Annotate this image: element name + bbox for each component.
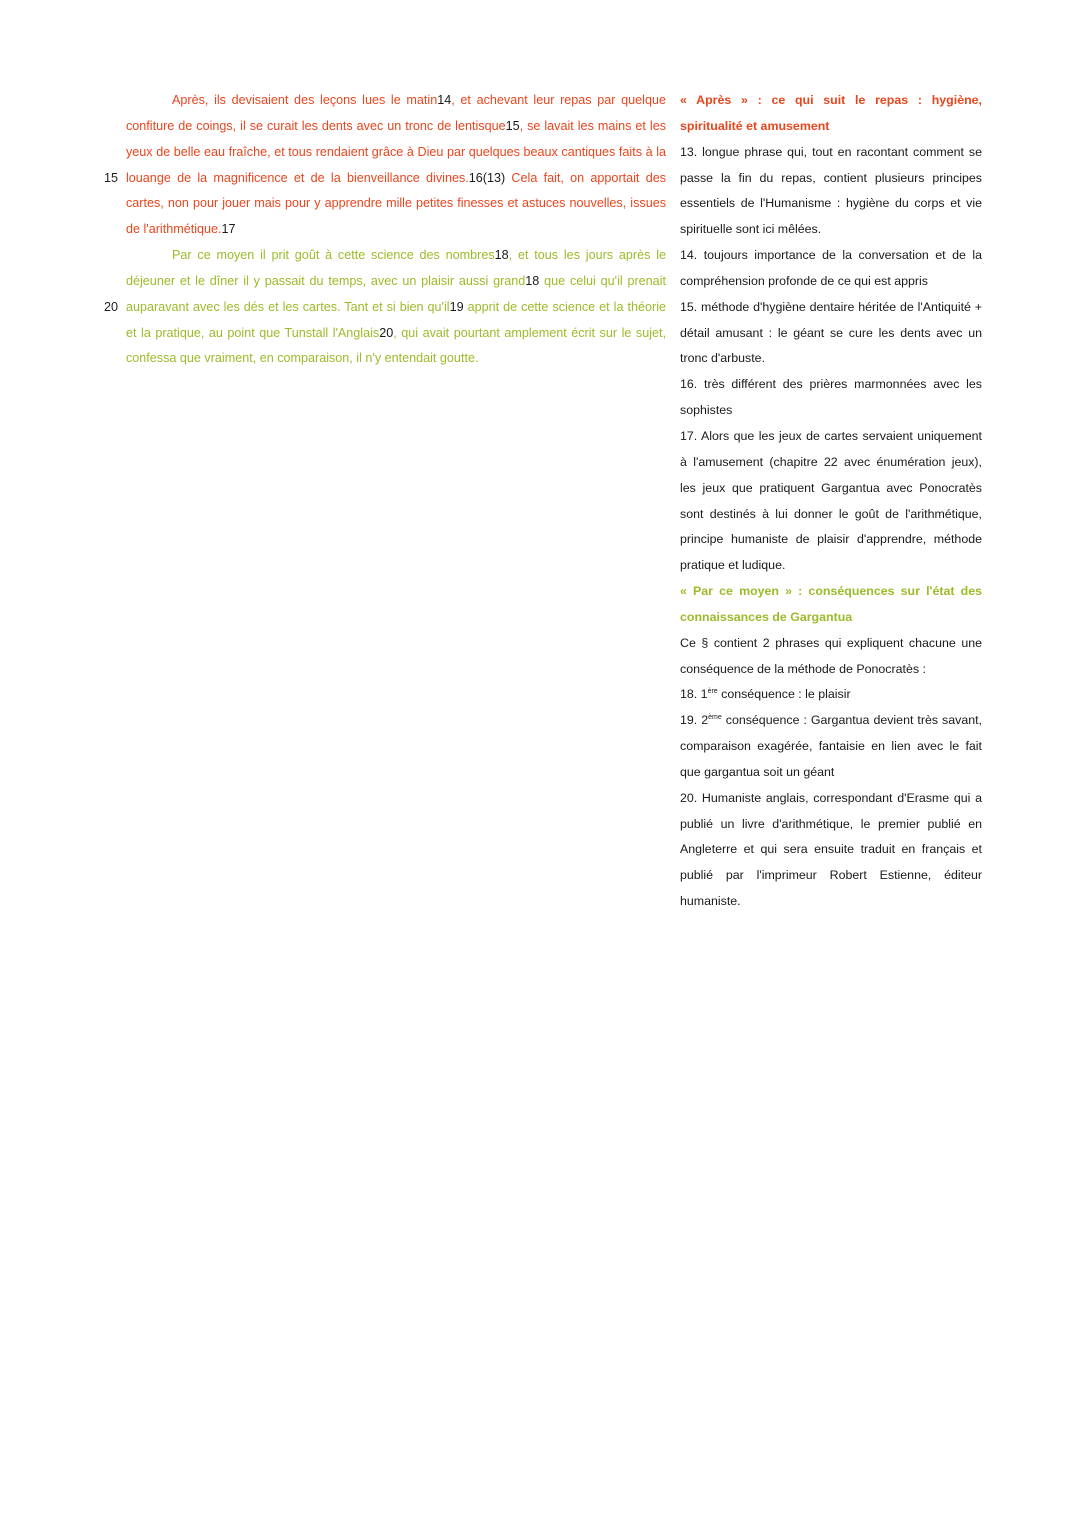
ordinal-suffix: ère: [707, 688, 718, 696]
text-span: , se lavait les mains et les yeux de belle eau fraîche, et tous rendaient grâce à Dieu par quelques beaux cantiques faits à la louange de la magnificence et de la bienveillance divines.: [126, 118, 666, 185]
text-span: apprit de cette science et la théorie et la pratique, au point que Tunstall l'Anglais: [126, 299, 666, 340]
source-text: [126, 88, 666, 372]
section-heading-par-ce-moyen: « Par ce moyen » : conséquences sur l'état des connaissances de Gargantua: [680, 584, 982, 624]
note-text: conséquence : Gargantua devient très savant, comparaison exagérée, fantaisie en lien avec le fait que gargantua soit un géant: [680, 713, 982, 779]
footnote-ref-18: 18: [494, 248, 509, 263]
text-span: Après, ils devisaient des leçons lues le matin: [172, 93, 438, 107]
footnote-ref-20: 20: [379, 325, 394, 340]
commentary-column: [680, 88, 982, 915]
line-number-15: 15: [103, 170, 118, 185]
text-span: , et tous les jours après le déjeuner et le dîner il y passait du temps, avec un plaisir aussi grand: [126, 248, 666, 288]
note-text: conséquence : le plaisir: [717, 687, 851, 702]
footnote-ref-15: 15: [505, 118, 520, 133]
note-14: 14. toujours importance de la conversation et de la compréhension profonde de ce qui est appris: [680, 248, 982, 288]
paragraph-after-meal: [126, 88, 666, 243]
line-number-20: 20: [103, 299, 118, 314]
text-span: , qui avait pourtant amplement écrit sur le sujet, confessa que vraiment, en comparaison, il n'y entendait goutte.: [126, 325, 666, 366]
footnote-ref-14: 14: [437, 93, 452, 107]
footnote-ref-17: 17: [221, 222, 236, 237]
note-number: 19. 2: [680, 713, 709, 728]
footnote-ref-18: 18: [525, 273, 540, 288]
note-20: 20. Humaniste anglais, correspondant d'Erasme qui a publié un livre d'arithmétique, le premier publié en Angleterre et qui sera ensuite traduit en français et publié par l'imprimeur Robert Estienne, éditeur humaniste.: [680, 790, 982, 909]
text-span: Cela fait, on apportait des cartes, non pour jouer mais pour y apprendre mille petites finesses et astuces nouvelles, issues de l'arithmétique.: [126, 170, 666, 237]
section-heading-apres: « Après » : ce qui suit le repas : hygiène, spiritualité et amusement: [680, 93, 982, 133]
paragraph-par-ce-moyen: [126, 243, 666, 372]
note-16: 16. très différent des prières marmonnées avec les sophistes: [680, 377, 982, 418]
note-13: 13. longue phrase qui, tout en racontant comment se passe la fin du repas, contient plusieurs principes essentiels de l'Humanisme : hygiène du corps et vie spirituelle sont ici mêlées.: [680, 144, 982, 237]
note-18: [680, 682, 982, 708]
text-span: Par ce moyen il prit goût à cette science des nombres: [172, 248, 495, 263]
note-15: 15. méthode d'hygiène dentaire héritée de l'Antiquité + détail amusant : le géant se cure les dents avec un tronc d'arbuste.: [680, 299, 982, 366]
text-span: que celui qu'il prenait auparavant avec les dés et les cartes. Tant et si bien qu'il: [126, 273, 666, 314]
note-number: 18. 1: [680, 687, 708, 702]
section-intro: Ce § contient 2 phrases qui expliquent chacune une conséquence de la méthode de Ponocratès :: [680, 635, 982, 676]
footnote-ref-19: 19: [449, 299, 464, 314]
text-span: , et achevant leur repas par quelque confiture de coings, il se curait les dents avec un tronc de lentisque: [126, 93, 666, 133]
ordinal-suffix: ème: [708, 714, 722, 722]
note-17: 17. Alors que les jeux de cartes servaient uniquement à l'amusement (chapitre 22 avec énumération jeux), les jeux que pratiquent Gargantua avec Ponocratès sont destinés à lui donner le goût de l'arithmétique, principe humaniste de plaisir d'apprendre, méthode pratique et ludique.: [680, 428, 982, 573]
note-19: [680, 708, 982, 786]
footnote-ref-16: 16(13): [468, 170, 506, 185]
